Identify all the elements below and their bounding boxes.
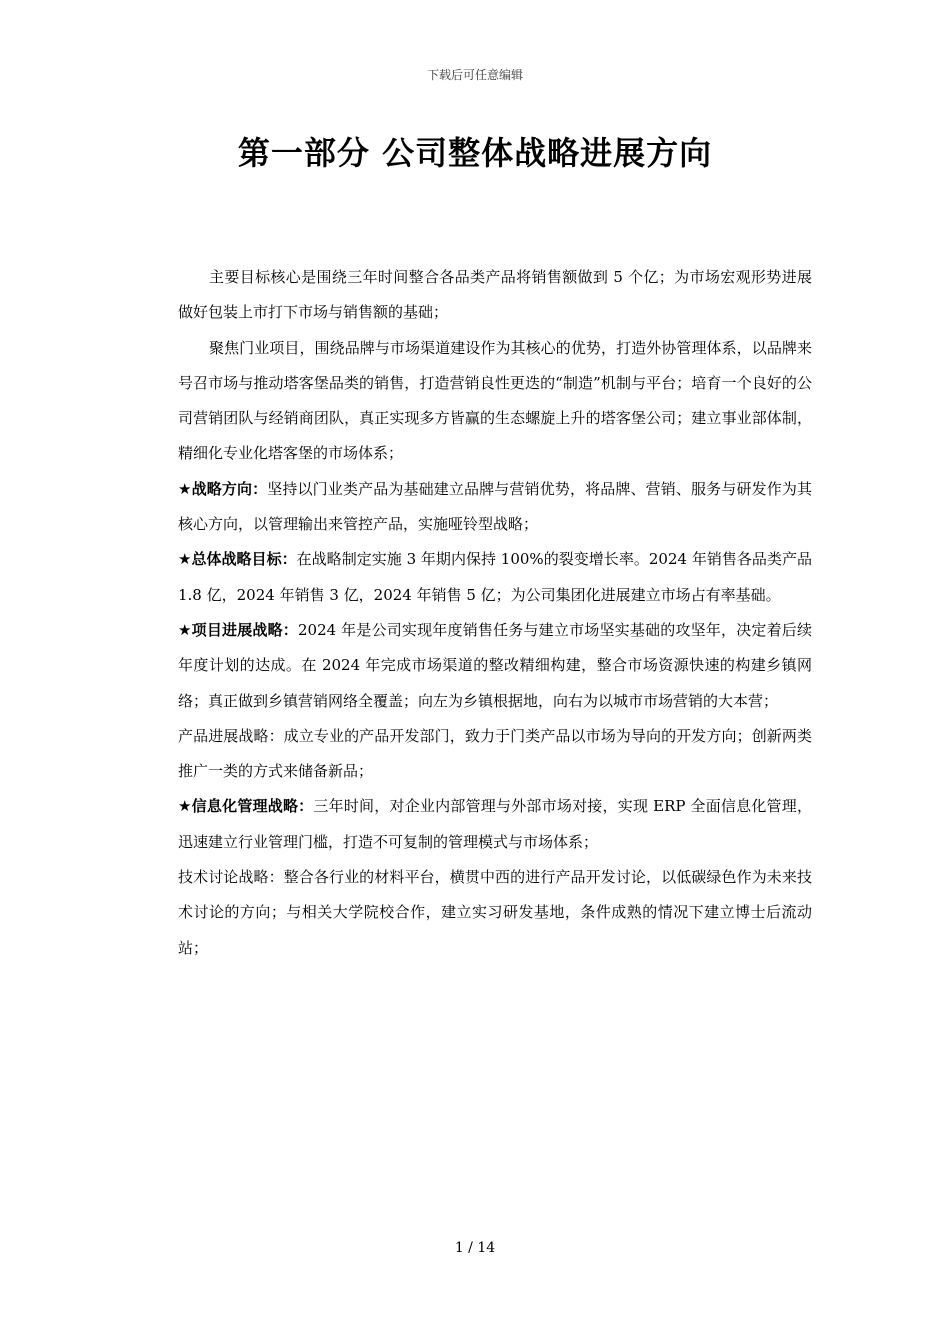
paragraph-it-strategy [178, 789, 812, 860]
paragraph-main-goal [178, 260, 812, 331]
paragraph-door-focus [178, 331, 812, 472]
page-number: 1 / 14 [454, 1240, 496, 1256]
paragraph-product-strategy [178, 719, 812, 790]
paragraph-text: 产品进展战略：成立专业的产品开发部门，致力于门类产品以市场为导向的开发方向；创新两类推广一类的方式来储备新品； [178, 726, 812, 781]
paragraph-strategy-direction [178, 472, 812, 543]
paragraph-tech-strategy [178, 860, 812, 966]
document-body [178, 260, 812, 966]
page-header-note: 下载后可任意编辑 [426, 68, 523, 82]
document-title: 第一部分 公司整体战略进展方向 [237, 134, 713, 172]
paragraph-project-strategy [178, 613, 812, 719]
paragraph-text: 2024 年是公司实现年度销售任务与建立市场坚实基础的攻坚年，决定着后续年度计划的达成。在 2024 年完成市场渠道的整改精细构建，整合市场资源快速的构建乡镇网络；真正做到乡镇营销网络全覆盖；向左为乡镇根据地，向右为以城市市场营销的大本营； [178, 620, 812, 710]
paragraph-lead: ★战略方向： [178, 479, 268, 498]
paragraph-lead: ★总体战略目标： [178, 550, 297, 569]
paragraph-text: 技术讨论战略：整合各行业的材料平台，横贯中西的进行产品开发讨论，以低碳绿色作为未来技术讨论的方向；与相关大学院校合作，建立实习研发基地，条件成熟的情况下建立博士后流动站； [178, 868, 812, 957]
paragraph-lead: ★项目进展战略： [178, 620, 299, 639]
paragraph-text: 三年时间，对企业内部管理与外部市场对接，实现 ERP 全面信息化管理，迅速建立行业管理门槛，打造不可复制的管理模式与市场体系； [178, 797, 812, 851]
paragraph-lead: ★信息化管理战略： [178, 797, 314, 816]
paragraph-text: 主要目标核心是围绕三年时间整合各品类产品将销售额做到 5 个亿；为市场宏观形势进展做好包装上市打下市场与销售额的基础； [178, 268, 812, 322]
paragraph-text: 坚持以门业类产品为基础建立品牌与营销优势，将品牌、营销、服务与研发作为其核心方向，以管理输出来管控产品，实施哑铃型战略； [178, 479, 812, 534]
paragraph-overall-target [178, 542, 812, 613]
paragraph-text: 聚焦门业项目，围绕品牌与市场渠道建设作为其核心的优势，打造外协管理体系，以品牌来号召市场与推动塔客堡品类的销售，打造营销良性更迭的“制造”机制与平台；培育一个良好的公司营销团队与经销商团队，真正实现多方皆赢的生态螺旋上升的塔客堡公司；建立事业部体制，精细化专业化塔客堡的市场体系； [178, 338, 812, 463]
paragraph-text: 在战略制定实施 3 年期内保持 100%的裂变增长率。2024 年销售各品类产品 1.8 亿，2024 年销售 3 亿，2024 年销售 5 亿；为公司集团化进展建立市场占有率基础。 [178, 550, 812, 604]
